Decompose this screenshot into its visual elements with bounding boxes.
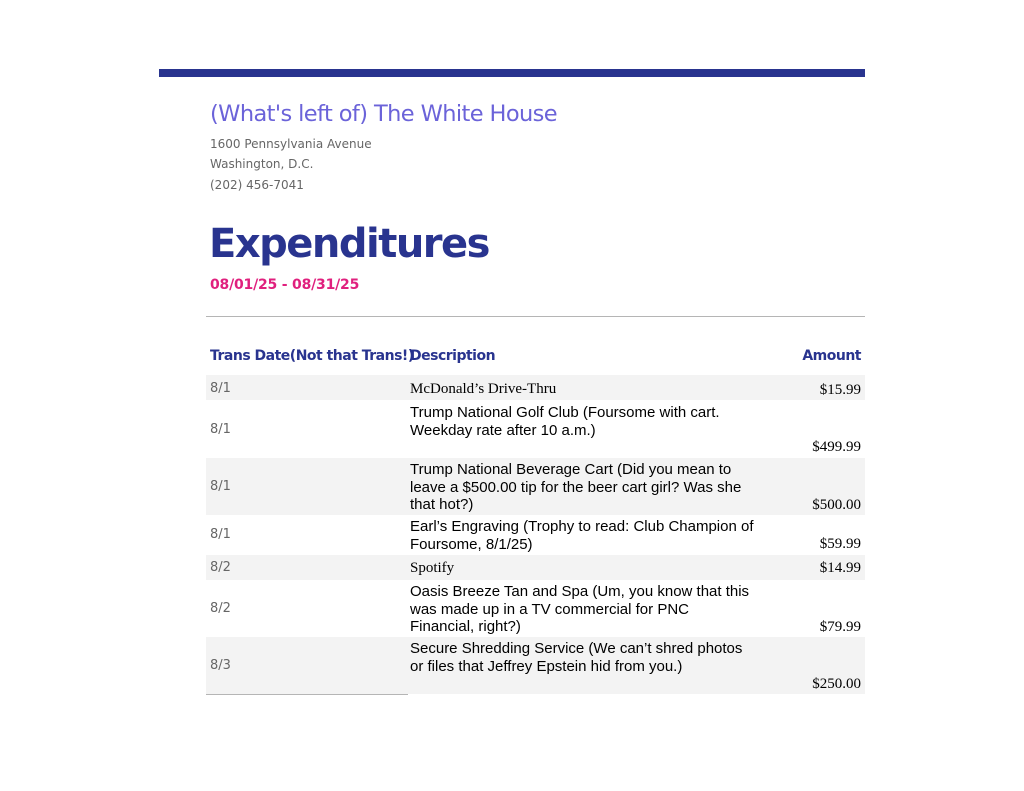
row-amount: $14.99 [819, 560, 861, 576]
address-city: Washington, D.C. [210, 157, 314, 171]
row-date: 8/2 [210, 560, 231, 575]
row-amount: $500.00 [812, 497, 861, 513]
address-street: 1600 Pennsylvania Avenue [210, 137, 372, 151]
row-date: 8/1 [210, 527, 231, 542]
row-date: 8/1 [210, 479, 231, 494]
table-bottom-rule [206, 694, 408, 695]
document-title: Expenditures [209, 221, 489, 267]
section-divider [206, 316, 865, 317]
row-amount: $250.00 [812, 676, 861, 692]
table-row [206, 637, 865, 694]
column-header-amount: Amount [802, 348, 861, 364]
phone-number: (202) 456-7041 [210, 178, 304, 192]
row-date: 8/1 [210, 381, 231, 396]
row-description: Oasis Breeze Tan and Spa (Um, you know that this was made up in a TV commercial for PNC Financial, right?) [410, 583, 750, 635]
column-header-date: Trans Date(Not that Trans!) [210, 348, 414, 364]
row-description: Spotify [410, 560, 455, 576]
row-description: Secure Shredding Service (We can’t shred photos or files that Jeffrey Epstein hid from you.) [410, 640, 743, 675]
row-date: 8/1 [210, 422, 231, 437]
row-amount: $499.99 [812, 439, 861, 455]
table-row [206, 515, 865, 555]
table-row [206, 458, 865, 515]
org-name: (What's left of) The White House [210, 101, 558, 127]
table-row [206, 555, 865, 580]
row-amount: $59.99 [819, 536, 861, 552]
table-row [206, 580, 865, 637]
row-description: Trump National Beverage Cart (Did you mean to leave a $500.00 tip for the beer cart girl? Was she that hot?) [410, 461, 742, 513]
row-description: Trump National Golf Club (Foursome with cart. Weekday rate after 10 a.m.) [410, 404, 720, 439]
row-date: 8/2 [210, 601, 231, 616]
header-accent-bar [159, 69, 865, 77]
row-amount: $15.99 [819, 382, 861, 398]
row-description: McDonald’s Drive-Thru [410, 381, 557, 397]
row-description: Earl’s Engraving (Trophy to read: Club Champion of Foursome, 8/1/25) [410, 518, 754, 553]
date-range: 08/01/25 - 08/31/25 [210, 277, 360, 293]
row-date: 8/3 [210, 658, 231, 673]
table-row [206, 400, 865, 458]
table-row [206, 375, 865, 400]
column-header-description: Description [410, 348, 496, 364]
row-amount: $79.99 [819, 619, 861, 635]
